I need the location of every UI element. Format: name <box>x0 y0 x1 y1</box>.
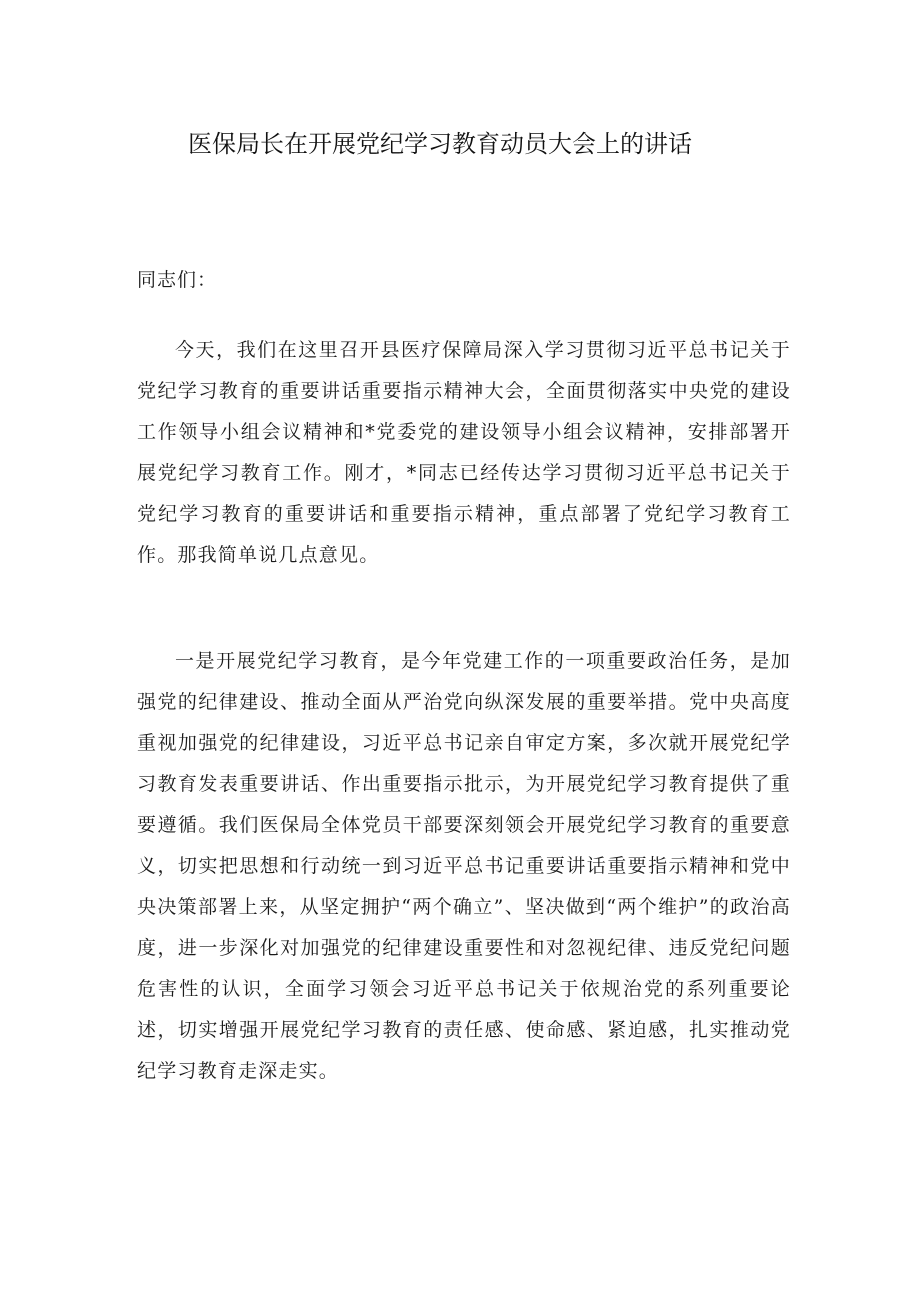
salutation: 同志们： <box>137 269 218 291</box>
paragraph-intro: 今天，我们在这里召开县医疗保障局深入学习贯彻习近平总书记关于党纪学习教育的重要讲话重要指示精神大会，全面贯彻落实中央党的建设工作领导小组会议精神和*党委党的建设领导小组会议精神，安排部署开展党纪学习教育工作。刚才，*同志已经传达学习贯彻习近平总书记关于党纪学习教育的重要讲话和重要指示精神，重点部署了党纪学习教育工作。那我简单说几点意见。 <box>137 339 791 566</box>
document-title: 医保局长在开展党纪学习教育动员大会上的讲话 <box>188 130 692 158</box>
paragraph-point-one: 一是开展党纪学习教育，是今年党建工作的一项重要政治任务，是加强党的纪律建设、推动全面从严治党向纵深发展的重要举措。党中央高度重视加强党的纪律建设，习近平总书记亲自审定方案，多次就开展党纪学习教育发表重要讲话、作出重要指示批示，为开展党纪学习教育提供了重要遵循。我们医保局全体党员干部要深刻领会开展党纪学习教育的重要意义，切实把思想和行动统一到习近平总书记重要讲话重要指示精神和党中央决策部署上来，从坚定拥护“两个确立”、坚决做到“两个维护”的政治高度，进一步深化对加强党的纪律建设重要性和对忽视纪律、违反党纪问题危害性的认识，全面学习领会习近平总书记关于依规治党的系列重要论述，切实增强开展党纪学习教育的责任感、使命感、紧迫感，扎实推动党纪学习教育走深走实。 <box>137 650 791 1082</box>
